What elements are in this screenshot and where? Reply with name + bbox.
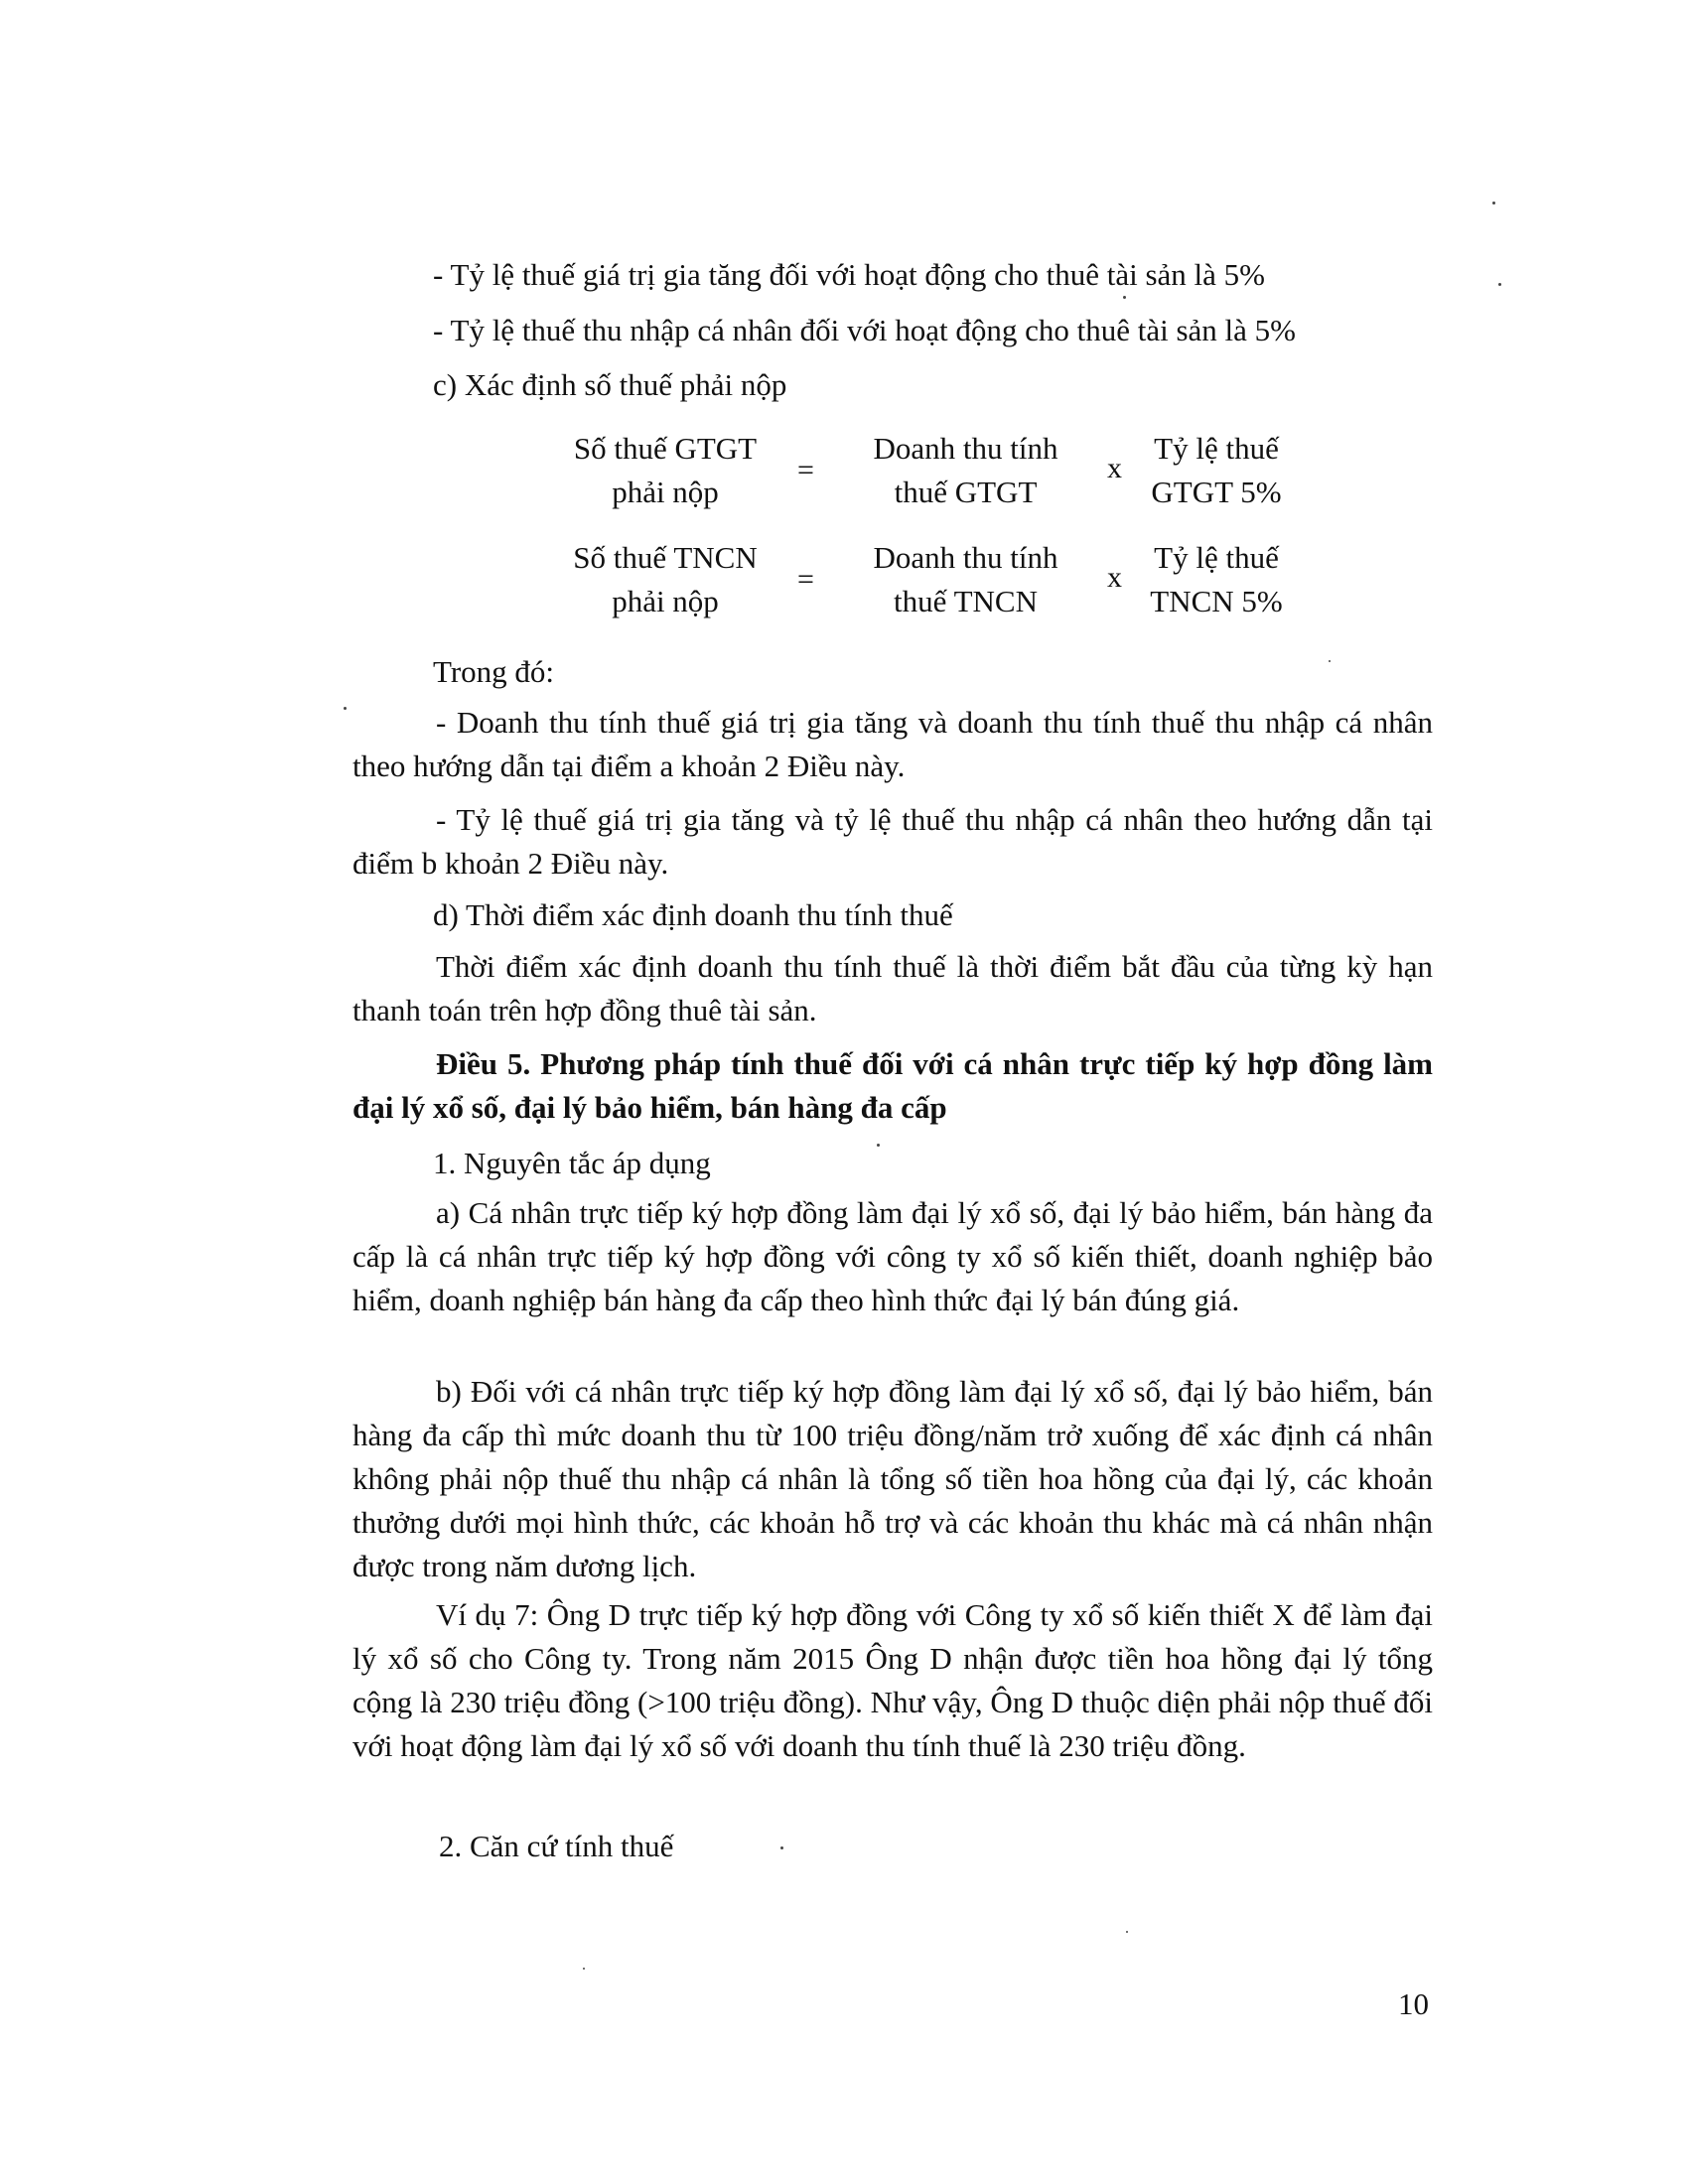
formula-tncn-times: x (1107, 561, 1122, 594)
formula-tncn-right-line2: TNCN 5% (1150, 584, 1283, 618)
formula-gtgt-left-line2: phải nộp (612, 475, 719, 509)
scan-speck (1329, 660, 1331, 662)
formula-tncn-left-line2: phải nộp (612, 584, 719, 618)
section-2-title: 2. Căn cứ tính thuế (439, 1829, 674, 1863)
scan-speck (780, 1846, 783, 1849)
formula-gtgt-mid-line2: thuế GTGT (894, 475, 1038, 509)
formula-gtgt-left (556, 427, 774, 514)
paragraph-tax-rate-basis: - Tỷ lệ thuế giá trị gia tăng và tỷ lệ thuế thu nhập cá nhân theo hướng dẫn tại điểm b khoản 2 Điều này. (352, 802, 1433, 881)
scan-speck (877, 1144, 880, 1147)
formula-tncn (556, 536, 1331, 625)
paragraph-revenue-timing: Thời điểm xác định doanh thu tính thuế là thời điểm bắt đầu của từng kỳ hạn thanh toán trên hợp đồng thuê tài sản. (352, 949, 1433, 1027)
scan-speck (1498, 283, 1501, 286)
text-trong-do: Trong đó: (433, 654, 555, 689)
text-line-item-c: c) Xác định số thuế phải nộp (433, 367, 787, 402)
paragraph-revenue-basis: - Doanh thu tính thuế giá trị gia tăng và doanh thu tính thuế thu nhập cá nhân theo hướng dẫn tại điểm a khoản 2 Điều này. (352, 705, 1433, 783)
formula-tncn-equals: = (797, 563, 814, 596)
text-line-vat-rate: - Tỷ lệ thuế giá trị gia tăng đối với hoạt động cho thuê tài sản là 5% (433, 257, 1265, 292)
scan-speck (583, 1968, 585, 1970)
formula-gtgt-right (1137, 427, 1296, 514)
formula-gtgt-times: x (1107, 452, 1122, 484)
formula-tncn-right (1137, 536, 1296, 623)
formula-gtgt-equals: = (797, 454, 814, 486)
formula-tncn-mid (844, 536, 1087, 623)
article-5-heading: Điều 5. Phương pháp tính thuế đối với cá nhân trực tiếp ký hợp đồng làm đại lý xổ số, đại lý bảo hiểm, bán hàng đa cấp (352, 1046, 1433, 1125)
scan-speck (1492, 202, 1495, 205)
formula-gtgt-right-line1: Tỷ lệ thuế (1154, 431, 1279, 466)
paragraph-point-b: b) Đối với cá nhân trực tiếp ký hợp đồng làm đại lý xổ số, đại lý bảo hiểm, bán hàng đa cấp thì mức doanh thu từ 100 triệu đồng/năm trở xuống để xác định cá nhân không phải nộp thuế thu nhập cá nhân là tổng số tiền hoa hồng của đại lý, các khoản thưởng dưới mọi hình thức, các khoản hỗ trợ và các khoản thu khác mà cá nhân nhận được trong năm dương lịch. (352, 1374, 1433, 1583)
scan-speck (344, 707, 347, 710)
paragraph-example-7: Ví dụ 7: Ông D trực tiếp ký hợp đồng với Công ty xổ số kiến thiết X để làm đại lý xổ số cho Công ty. Trong năm 2015 Ông D nhận được tiền hoa hồng đại lý tổng cộng là 230 triệu đồng (>100 triệu đồng). Như vậy, Ông D thuộc diện phải nộp thuế đối với hoạt động làm đại lý xổ số với doanh thu tính thuế là 230 triệu đồng. (352, 1597, 1433, 1763)
formula-gtgt-left-line1: Số thuế GTGT (573, 431, 758, 466)
page-number: 10 (1398, 1986, 1429, 2021)
formula-gtgt-mid-line1: Doanh thu tính (873, 431, 1058, 466)
formula-gtgt-right-line2: GTGT 5% (1151, 475, 1282, 509)
formula-tncn-right-line1: Tỷ lệ thuế (1154, 540, 1279, 575)
scan-speck (1123, 296, 1126, 299)
scan-speck (1126, 1931, 1128, 1933)
formula-gtgt-mid (844, 427, 1087, 514)
text-item-d: d) Thời điểm xác định doanh thu tính thuế (433, 897, 953, 932)
formula-tncn-mid-line1: Doanh thu tính (873, 540, 1058, 575)
paragraph-point-a: a) Cá nhân trực tiếp ký hợp đồng làm đại lý xổ số, đại lý bảo hiểm, bán hàng đa cấp là cá nhân trực tiếp ký hợp đồng với công ty xổ số kiến thiết, doanh nghiệp bảo hiểm, doanh nghiệp bán hàng đa cấp theo hình thức đại lý bán đúng giá. (352, 1195, 1433, 1317)
formula-tncn-left-line1: Số thuế TNCN (573, 540, 758, 575)
formula-gtgt (556, 427, 1331, 516)
section-1-title: 1. Nguyên tắc áp dụng (433, 1146, 711, 1180)
formula-tncn-left (556, 536, 774, 623)
text-line-pit-rate: - Tỷ lệ thuế thu nhập cá nhân đối với hoạt động cho thuê tài sản là 5% (433, 313, 1296, 347)
formula-tncn-mid-line2: thuế TNCN (894, 584, 1038, 618)
